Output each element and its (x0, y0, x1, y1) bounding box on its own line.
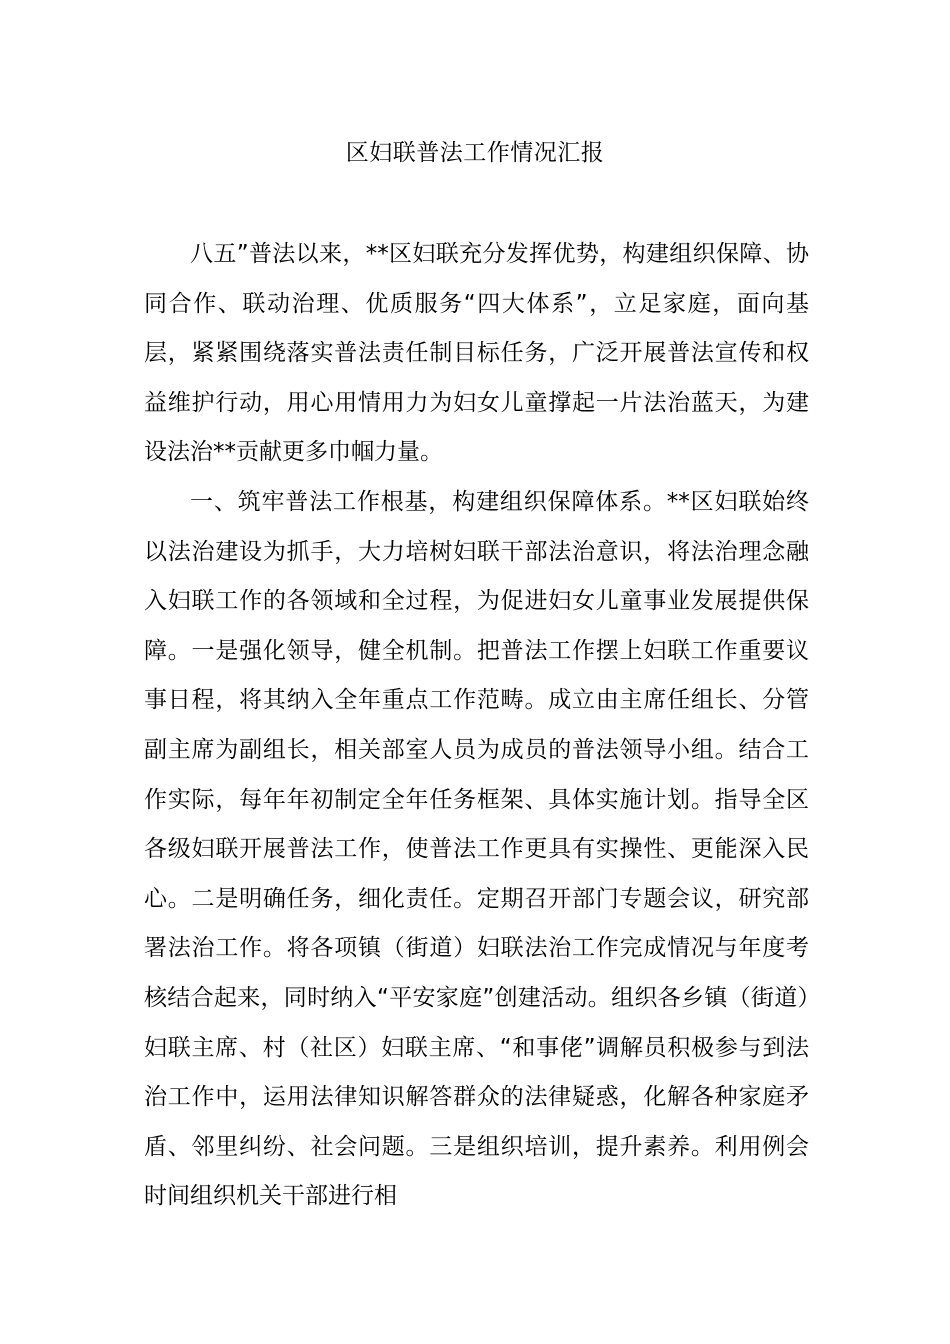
paragraph-intro: 八五”普法以来，**区妇联充分发挥优势，构建组织保障、协同合作、联动治理、优质服务“四大体系”，立足家庭，面向基层，紧紧围绕落实普法责任制目标任务，广泛开展普法宣传和权益维护行动，用心用情用力为妇女儿童撑起一片法治蓝天，为建设法治**贡献更多巾帼力量。 (144, 241, 809, 466)
document-title: 区妇联普法工作情况汇报 (345, 140, 605, 166)
paragraph-section-one: 一、筑牢普法工作根基，构建组织保障体系。**区妇联始终以法治建设为抓手，大力培树妇联干部法治意识，将法治理念融入妇联工作的各领域和全过程，为促进妇女儿童事业发展提供保障。一是强化领导，健全机制。把普法工作摆上妇联工作重要议事日程，将其纳入全年重点工作范畴。成立由主席任组长、分管副主席为副组长，相关部室人员为成员的普法领导小组。结合工作实际，每年年初制定全年任务框架、具体实施计划。指导全区各级妇联开展普法工作，使普法工作更具有实操性、更能深入民心。二是明确任务，细化责任。定期召开部门专题会议，研究部署法治工作。将各项镇（街道）妇联法治工作完成情况与年度考核结合起来，同时纳入“平安家庭”创建活动。组织各乡镇（街道）妇联主席、村（社区）妇联主席、“和事佬”调解员积极参与到法治工作中，运用法律知识解答群众的法律疑惑，化解各种家庭矛盾、邻里纠纷、社会问题。三是组织培训，提升素养。利用例会时间组织机关干部进行相 (144, 488, 809, 1210)
document-body (144, 230, 809, 1222)
